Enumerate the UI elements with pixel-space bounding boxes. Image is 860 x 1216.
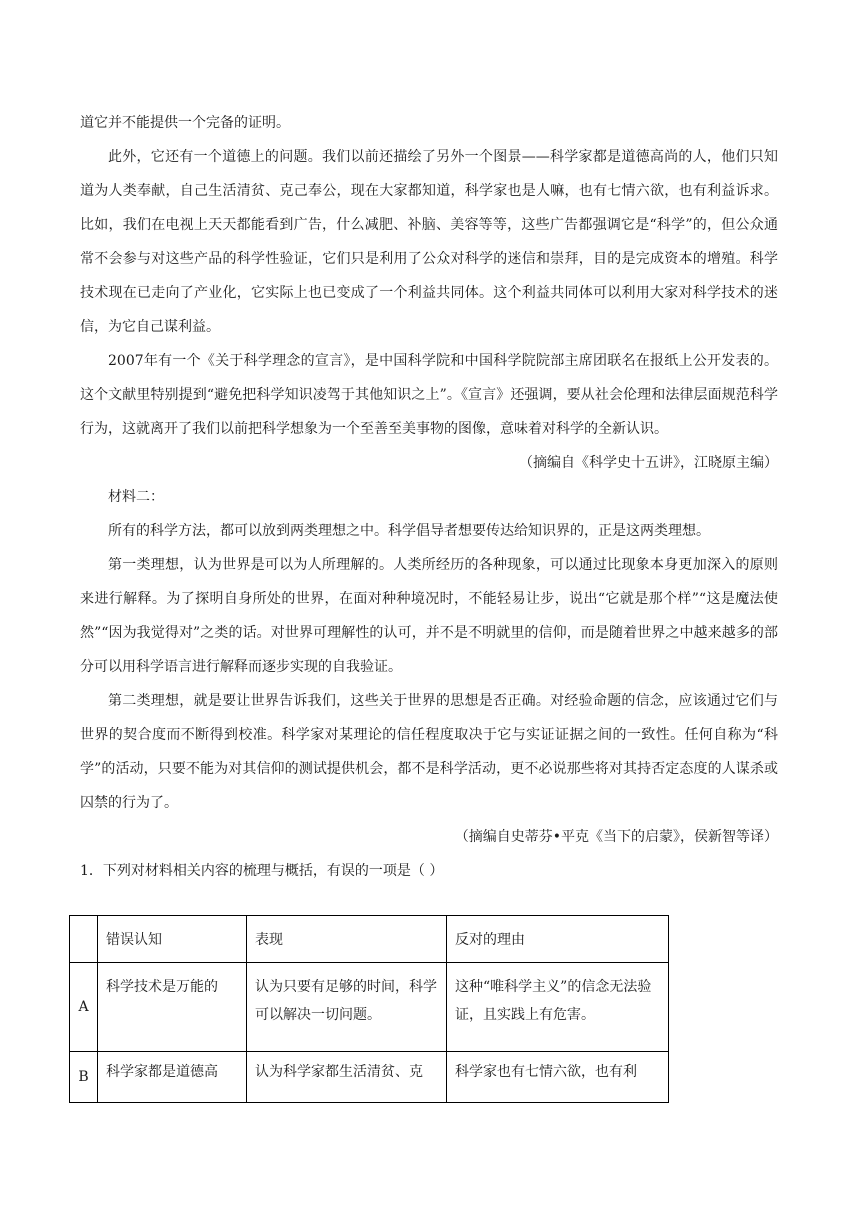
paragraph: 2007年有一个《关于科学理念的宣言》，是中国科学院和中国科学院院部主席团联名在报纸上公开发表的。这个文献里特别提到“避免把科学知识凌驾于其他知识之上”。《宣言》还强调，要从社会伦理和法律层面规范科学行为，这就离开了我们以前把科学想象为一个至善至美事物的图像，意味着对科学的全新认识。 xyxy=(80,353,778,437)
table-cell: 这种“唯科学主义”的信念无法验证，且实践上有危害。 xyxy=(447,963,669,1052)
table-cell: 科学技术是万能的 xyxy=(98,963,247,1052)
option-letter: A xyxy=(70,963,98,1052)
table-row xyxy=(70,963,669,1052)
table-header-cell: 表现 xyxy=(247,916,447,963)
table-cell: 科学家也有七情六欲，也有利 xyxy=(447,1052,669,1103)
source-citation: （摘编自《科学史十五讲》，江晓原主编） xyxy=(519,455,778,471)
table-header-row xyxy=(70,916,669,963)
question-stem: 1．下列对材料相关内容的梳理与概括，有误的一项是（ ） xyxy=(80,863,444,879)
paragraph: 第一类理想，认为世界是可以为人所理解的。人类所经历的各种现象，可以通过比现象本身更加深入的原则来进行解释。为了探明自身所处的世界，在面对种种境况时，不能轻易让步，说出“它就是那个样”“这是魔法使然”“因为我觉得对”之类的话。对世界可理解性的认可，并不是不明就里的信仰，而是随着世界之中越来越多的部分可以用科学语言进行解释而逐步实现的自我验证。 xyxy=(80,557,778,675)
table-header-cell: 反对的理由 xyxy=(447,916,669,963)
table-row xyxy=(70,1052,669,1103)
table-header-cell: 错误认知 xyxy=(98,916,247,963)
table-cell: 认为只要有足够的时间，科学可以解决一切问题。 xyxy=(247,963,447,1052)
table-cell: 认为科学家都生活清贫、克 xyxy=(247,1052,447,1103)
table-cell: 科学家都是道德高 xyxy=(98,1052,247,1103)
table-header-cell xyxy=(70,916,98,963)
paragraph: 所有的科学方法，都可以放到两类理想之中。科学倡导者想要传达给知识界的，正是这两类理想。 xyxy=(108,523,710,539)
paragraph: 此外，它还有一个道德上的问题。我们以前还描绘了另外一个图景——科学家都是道德高尚的人，他们只知道为人类奉献，自己生活清贫、克己奉公，现在大家都知道，科学家也是人嘛，也有七情六欲，也有利益诉求。比如，我们在电视上天天都能看到广告，什么减肥、补脑、美容等等，这些广告都强调它是“科学”的，但公众通常不会参与对这些产品的科学性验证，它们只是利用了公众对科学的迷信和崇拜，目的是完成资本的增殖。科学技术现在已走向了产业化，它实际上也已变成了一个利益共同体。这个利益共同体可以利用大家对科学技术的迷信，为它自己谋利益。 xyxy=(80,149,778,335)
option-letter: B xyxy=(70,1052,98,1103)
options-table xyxy=(69,915,669,1103)
article-body xyxy=(80,106,778,888)
material-label: 材料二： xyxy=(108,489,164,505)
source-citation: （摘编自史蒂芬•平克《当下的启蒙》，侯新智等译） xyxy=(454,829,778,845)
paragraph: 道它并不能提供一个完备的证明。 xyxy=(80,115,290,131)
paragraph: 第二类理想，就是要让世界告诉我们，这些关于世界的思想是否正确。对经验命题的信念，应该通过它们与世界的契合度而不断得到校准。科学家对某理论的信任程度取决于它与实证证据之间的一致性。任何自称为“科学”的活动，只要不能为对其信仰的测试提供机会，都不是科学活动，更不必说那些将对其持否定态度的人谋杀或囚禁的行为了。 xyxy=(80,693,778,811)
